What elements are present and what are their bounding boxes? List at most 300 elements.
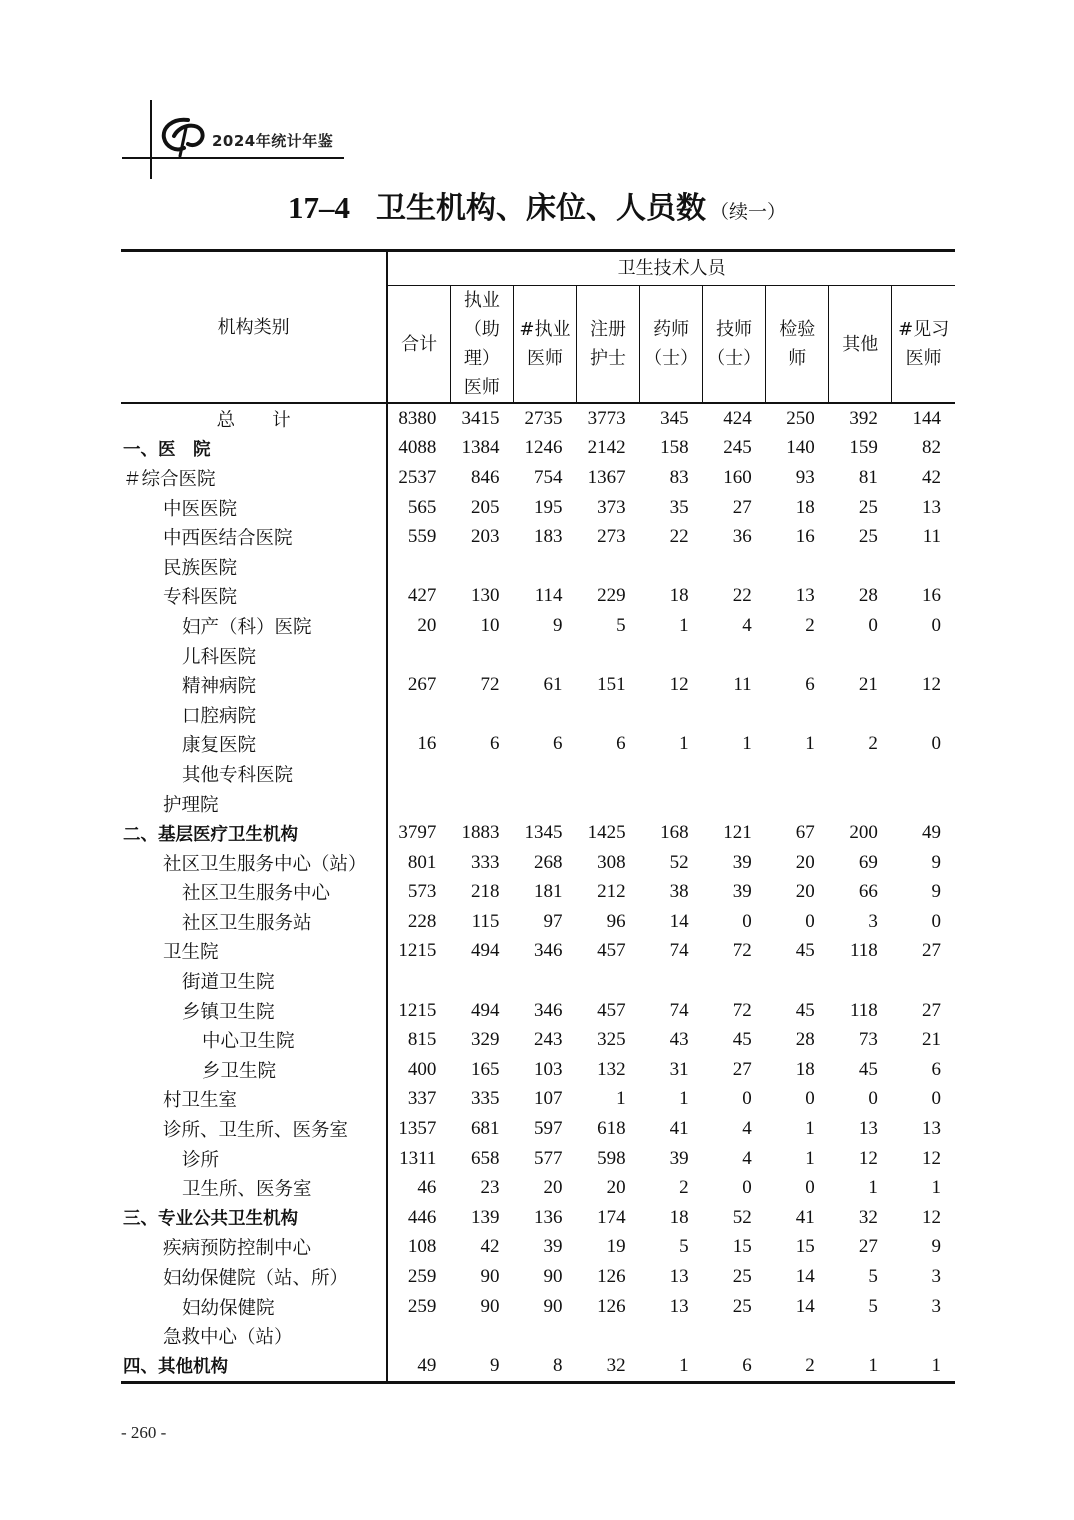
table-cell — [387, 552, 450, 582]
table-cell: 565 — [387, 493, 450, 523]
table-cell — [513, 966, 576, 996]
column-header-line: 其他 — [842, 333, 879, 355]
table-cell: 140 — [786, 437, 815, 459]
table-cell: 27 — [922, 999, 941, 1021]
table-row — [121, 1351, 955, 1382]
table-row — [121, 552, 955, 582]
table-cell: 90 — [543, 1295, 563, 1317]
table-cell — [892, 700, 955, 730]
table-cell: 15 — [732, 1236, 752, 1258]
table-cell: 11 — [733, 674, 752, 696]
table-cell: 229 — [597, 585, 626, 607]
column-header — [577, 286, 640, 404]
table-cell: 13 — [669, 1266, 689, 1288]
table-cell: 103 — [534, 1058, 563, 1080]
table-cell: 259 — [387, 1292, 450, 1322]
table-cell — [640, 641, 703, 671]
column-header-line: #执业 — [519, 319, 571, 340]
table-cell: 427 — [387, 582, 450, 612]
table-cell: 43 — [669, 1029, 689, 1051]
table-row — [121, 730, 955, 760]
row-label: 康复医院 — [182, 735, 257, 757]
table-cell: 195 — [534, 496, 563, 518]
table-cell: 1 — [679, 1088, 689, 1110]
row-label: 中西医结合医院 — [163, 528, 293, 550]
table-cell — [640, 552, 703, 582]
table-row — [121, 1144, 955, 1174]
table-cell: 12 — [922, 1206, 941, 1228]
column-header-line: 医师 — [463, 377, 500, 398]
table-cell: 32 — [858, 1206, 878, 1228]
row-label: 社区卫生服务中心 — [182, 883, 331, 905]
table-row — [121, 966, 955, 996]
table-row — [121, 1292, 955, 1322]
row-label: 口腔病院 — [182, 705, 257, 727]
table-cell: 9 — [931, 851, 941, 873]
table-cell — [513, 641, 576, 671]
table-cell: 1384 — [461, 437, 500, 459]
table-cell: 14 — [795, 1266, 815, 1288]
table-cell: 12 — [858, 1147, 878, 1169]
table-cell: 25 — [858, 496, 878, 518]
table-cell: 4088 — [387, 434, 450, 464]
table-row — [121, 789, 955, 819]
table-cell: 446 — [387, 1203, 450, 1233]
table-cell: 28 — [795, 1029, 815, 1051]
table-cell: 42 — [922, 466, 941, 488]
table-cell: 18 — [795, 496, 815, 518]
table-cell: 61 — [543, 674, 563, 696]
table-cell: 598 — [597, 1147, 626, 1169]
table-cell: 66 — [858, 881, 878, 903]
header-vertical-rule — [150, 100, 152, 179]
table-cell: 73 — [858, 1029, 878, 1051]
table-cell: 9 — [450, 1351, 513, 1382]
table-cell: 218 — [470, 881, 500, 903]
table-cell — [387, 641, 450, 671]
table-cell: 115 — [471, 910, 500, 932]
table-cell — [703, 700, 766, 730]
table-cell: 159 — [849, 437, 878, 459]
table-cell: 5 — [679, 1236, 689, 1258]
table-cell: 457 — [597, 999, 626, 1021]
table-cell: 494 — [470, 999, 500, 1021]
table-row — [121, 1173, 955, 1203]
table-cell: 250 — [786, 407, 815, 429]
table-cell: 9 — [553, 614, 563, 636]
table-row — [121, 700, 955, 730]
column-header-line: 理） — [463, 348, 500, 369]
table-cell — [450, 789, 513, 819]
table-cell: 16 — [795, 526, 815, 548]
table-cell: 20 — [795, 881, 815, 903]
table-cell: 5 — [868, 1266, 878, 1288]
table-cell: 15 — [795, 1236, 815, 1258]
table-cell: 212 — [597, 881, 626, 903]
table-cell: 12 — [922, 674, 941, 696]
table-cell: 1 — [616, 1088, 626, 1110]
table-cell: 325 — [597, 1029, 626, 1051]
column-header-line: 合计 — [401, 333, 438, 355]
table-cell: 36 — [732, 526, 752, 548]
table-cell: 2537 — [387, 463, 450, 493]
table-row — [121, 582, 955, 612]
table-cell: 400 — [387, 1055, 450, 1085]
header-horizontal-rule — [122, 157, 344, 159]
table-cell — [766, 789, 829, 819]
row-label: 专科医院 — [163, 587, 238, 609]
table-cell: 83 — [669, 466, 689, 488]
table-cell — [829, 1321, 892, 1351]
table-cell: 35 — [669, 496, 689, 518]
table-cell — [829, 966, 892, 996]
table-cell: 1215 — [387, 937, 450, 967]
table-cell — [640, 966, 703, 996]
table-cell: 268 — [534, 851, 563, 873]
table-cell: 45 — [795, 940, 815, 962]
column-header — [450, 286, 513, 404]
row-label: 诊所、卫生所、医务室 — [163, 1120, 349, 1142]
table-cell — [450, 1321, 513, 1351]
table-cell: 815 — [387, 1025, 450, 1055]
table-cell: 597 — [534, 1118, 563, 1140]
table-cell: 130 — [470, 585, 500, 607]
table-cell — [640, 700, 703, 730]
table-cell: 67 — [795, 822, 815, 844]
table-row — [121, 937, 955, 967]
table-cell — [640, 759, 703, 789]
row-label: 社区卫生服务站 — [182, 912, 312, 934]
table-cell — [577, 759, 640, 789]
table-cell — [892, 552, 955, 582]
row-label: 街道卫生院 — [182, 972, 275, 994]
table-cell — [703, 759, 766, 789]
table-cell — [766, 700, 829, 730]
row-label: 三、专业公共卫生机构 — [123, 1209, 298, 1230]
table-cell: 12 — [669, 674, 689, 696]
table-cell: 8380 — [387, 403, 450, 434]
table-cell: 308 — [597, 851, 626, 873]
table-cell: 0 — [931, 1088, 941, 1110]
table-cell: 573 — [387, 878, 450, 908]
table-cell: 72 — [732, 940, 752, 962]
table-cell — [450, 641, 513, 671]
table-row — [121, 522, 955, 552]
table-row — [121, 907, 955, 937]
table-cell — [513, 759, 576, 789]
table-cell: 1 — [640, 1351, 703, 1382]
table-cell: 1311 — [387, 1144, 450, 1174]
column-header-line: 执业 — [463, 290, 500, 311]
column-header — [766, 286, 829, 404]
table-cell: 559 — [387, 522, 450, 552]
table-cell: 13 — [858, 1118, 878, 1140]
table-cell — [766, 966, 829, 996]
table-cell: 681 — [470, 1118, 500, 1140]
table-cell: 46 — [387, 1173, 450, 1203]
table-cell: 1 — [679, 733, 689, 755]
table-cell — [577, 789, 640, 819]
table-cell: 39 — [732, 851, 752, 873]
table-cell: 4 — [742, 614, 752, 636]
table-cell: 1 — [805, 733, 815, 755]
table-cell — [450, 759, 513, 789]
column-header-line: #见习 — [898, 319, 950, 340]
table-cell: 32 — [577, 1351, 640, 1382]
table-cell: 18 — [669, 585, 689, 607]
table-cell: 658 — [470, 1147, 500, 1169]
table-cell: 577 — [534, 1147, 563, 1169]
table-body — [121, 403, 955, 1382]
table-row — [121, 818, 955, 848]
table-title-text: 卫生机构、床位、人员数 — [375, 191, 706, 226]
table-cell: 27 — [858, 1236, 878, 1258]
column-header-line: 医师 — [526, 348, 563, 369]
table-cell: 1 — [805, 1118, 815, 1140]
table-cell: 90 — [480, 1295, 500, 1317]
table-row — [121, 641, 955, 671]
table-cell: 19 — [606, 1236, 626, 1258]
table-cell: 52 — [732, 1206, 752, 1228]
table-cell: 90 — [480, 1266, 500, 1288]
table-cell — [703, 641, 766, 671]
table-cell: 754 — [534, 466, 563, 488]
table-cell: 45 — [858, 1058, 878, 1080]
table-cell: 424 — [723, 407, 752, 429]
column-header-line: 技师 — [716, 319, 753, 340]
table-cell: 0 — [805, 1088, 815, 1110]
table-cell — [577, 552, 640, 582]
table-cell: 8 — [513, 1351, 576, 1382]
table-cell — [766, 1321, 829, 1351]
table-cell — [829, 700, 892, 730]
table-cell: 392 — [849, 407, 878, 429]
table-cell — [387, 700, 450, 730]
table-cell: 801 — [387, 848, 450, 878]
table-row — [121, 1262, 955, 1292]
table-cell: 27 — [732, 1058, 752, 1080]
table-cell: 25 — [732, 1295, 752, 1317]
table-cell: 108 — [387, 1233, 450, 1263]
table-cell: 18 — [669, 1206, 689, 1228]
table-row — [121, 670, 955, 700]
row-label: 四、其他机构 — [121, 1351, 387, 1382]
column-header-line: 医师 — [905, 348, 942, 369]
column-header — [703, 286, 766, 404]
table-cell: 22 — [669, 526, 689, 548]
table-cell: 118 — [850, 940, 878, 962]
table-cell: 49 — [922, 822, 941, 844]
table-cell — [703, 552, 766, 582]
table-cell: 0 — [931, 614, 941, 636]
table-cell: 3415 — [461, 407, 500, 429]
table-row — [121, 996, 955, 1026]
table-cell: 3797 — [387, 818, 450, 848]
table-cell: 96 — [606, 910, 626, 932]
table-cell: 373 — [597, 496, 626, 518]
table-cell: 49 — [387, 1351, 450, 1382]
row-label: 卫生所、医务室 — [182, 1179, 312, 1201]
table-cell — [577, 700, 640, 730]
table-cell — [766, 552, 829, 582]
table-cell — [766, 641, 829, 671]
yearbook-header — [122, 100, 352, 180]
table-cell: 345 — [660, 407, 689, 429]
statistics-table — [121, 249, 955, 1384]
table-cell: 1883 — [461, 822, 500, 844]
table-cell: 45 — [732, 1029, 752, 1051]
table-cell: 9 — [931, 1236, 941, 1258]
table-cell: 0 — [931, 910, 941, 932]
table-cell — [387, 789, 450, 819]
table-cell: 18 — [795, 1058, 815, 1080]
table-cell — [892, 966, 955, 996]
table-cell: 38 — [669, 881, 689, 903]
row-label: 卫生院 — [163, 942, 219, 964]
table-cell: 2 — [868, 733, 878, 755]
table-cell: 2735 — [524, 407, 563, 429]
table-cell: 3 — [868, 910, 878, 932]
column-header-line: 注册 — [590, 319, 627, 340]
table-cell: 21 — [922, 1029, 941, 1051]
table-continued: （续一） — [709, 201, 786, 223]
table-cell: 273 — [597, 526, 626, 548]
table-cell — [829, 789, 892, 819]
table-row — [121, 434, 955, 464]
table-cell: 1 — [679, 614, 689, 636]
table-cell: 457 — [597, 940, 626, 962]
column-header — [513, 286, 576, 404]
table-cell — [577, 966, 640, 996]
table-cell: 1 — [829, 1351, 892, 1382]
table-cell: 4 — [742, 1147, 752, 1169]
table-cell — [577, 641, 640, 671]
table-cell: 6 — [553, 733, 563, 755]
table-cell — [829, 759, 892, 789]
table-cell: 3 — [931, 1266, 941, 1288]
table-cell: 41 — [669, 1118, 689, 1140]
table-cell — [513, 552, 576, 582]
table-cell: 13 — [669, 1295, 689, 1317]
table-cell: 158 — [660, 437, 689, 459]
table-cell: 118 — [850, 999, 878, 1021]
table-cell: 93 — [795, 466, 815, 488]
table-cell: 259 — [387, 1262, 450, 1292]
table-cell: 203 — [470, 526, 500, 548]
table-cell: 11 — [922, 526, 941, 548]
table-cell: 10 — [480, 614, 500, 636]
table-number: 17–4 — [287, 190, 350, 225]
table-cell: 20 — [606, 1177, 626, 1199]
table-cell: 337 — [387, 1085, 450, 1115]
table-cell: 0 — [931, 733, 941, 755]
row-label: 村卫生室 — [163, 1090, 238, 1112]
table-cell: 136 — [534, 1206, 563, 1228]
table-cell: 846 — [470, 466, 500, 488]
table-cell: 329 — [470, 1029, 500, 1051]
table-cell: 42 — [480, 1236, 500, 1258]
row-label: 总 计 — [216, 409, 291, 431]
table-cell: 132 — [597, 1058, 626, 1080]
column-header — [829, 286, 892, 404]
table-cell: 160 — [723, 466, 752, 488]
column-header — [640, 286, 703, 404]
table-row — [121, 848, 955, 878]
page-number: - 260 - — [121, 1423, 167, 1442]
table-cell: 2 — [805, 614, 815, 636]
column-header-line: （士） — [644, 348, 699, 369]
table-cell: 45 — [795, 999, 815, 1021]
table-cell: 20 — [795, 851, 815, 873]
row-label: 精神病院 — [182, 676, 257, 698]
table-cell: 335 — [470, 1088, 500, 1110]
table-cell — [513, 700, 576, 730]
row-label: 妇幼保健院 — [182, 1297, 275, 1319]
table-cell — [387, 966, 450, 996]
table-cell: 90 — [543, 1266, 563, 1288]
table-cell — [892, 759, 955, 789]
table-cell: 69 — [858, 851, 878, 873]
table-cell — [513, 789, 576, 819]
row-label: 疾病预防控制中心 — [163, 1238, 312, 1260]
category-header: 机构类别 — [121, 251, 387, 404]
column-header — [892, 286, 955, 404]
table-cell: 20 — [543, 1177, 563, 1199]
table-cell: 1425 — [587, 822, 626, 844]
table-cell — [450, 552, 513, 582]
table-row — [121, 1025, 955, 1055]
table-row — [121, 493, 955, 523]
table-cell: 107 — [534, 1088, 563, 1110]
table-cell — [892, 789, 955, 819]
table-cell: 1246 — [524, 437, 563, 459]
table-cell: 151 — [597, 674, 626, 696]
table-row — [121, 463, 955, 493]
row-label: 护理院 — [163, 794, 219, 816]
table-cell: 346 — [534, 999, 563, 1021]
table-cell: 1215 — [387, 996, 450, 1026]
table-cell: 13 — [922, 1118, 941, 1140]
table-cell: 0 — [805, 1177, 815, 1199]
column-header-line: 检验 — [779, 319, 816, 340]
table-cell: 126 — [597, 1295, 626, 1317]
table-row — [121, 759, 955, 789]
row-label: 诊所 — [182, 1149, 220, 1171]
table-cell: 12 — [922, 1147, 941, 1169]
table-cell — [892, 1321, 955, 1351]
table-cell: 23 — [480, 1177, 500, 1199]
table-cell: 5 — [868, 1295, 878, 1317]
table-cell: 74 — [669, 940, 689, 962]
table-cell: 31 — [669, 1058, 689, 1080]
table-row — [121, 878, 955, 908]
table-cell: 0 — [742, 1088, 752, 1110]
table-cell: 27 — [732, 496, 752, 518]
table-cell: 25 — [858, 526, 878, 548]
table-row — [121, 1233, 955, 1263]
table-cell — [640, 789, 703, 819]
table-cell: 1 — [892, 1351, 955, 1382]
table-cell: 333 — [470, 851, 500, 873]
table-cell: 97 — [543, 910, 563, 932]
table-row — [121, 1321, 955, 1351]
column-header-line: 师 — [788, 348, 807, 369]
table-cell: 200 — [849, 822, 878, 844]
table-row — [121, 1055, 955, 1085]
table-cell: 41 — [795, 1206, 815, 1228]
table-cell: 1 — [868, 1177, 878, 1199]
table-cell — [387, 1321, 450, 1351]
